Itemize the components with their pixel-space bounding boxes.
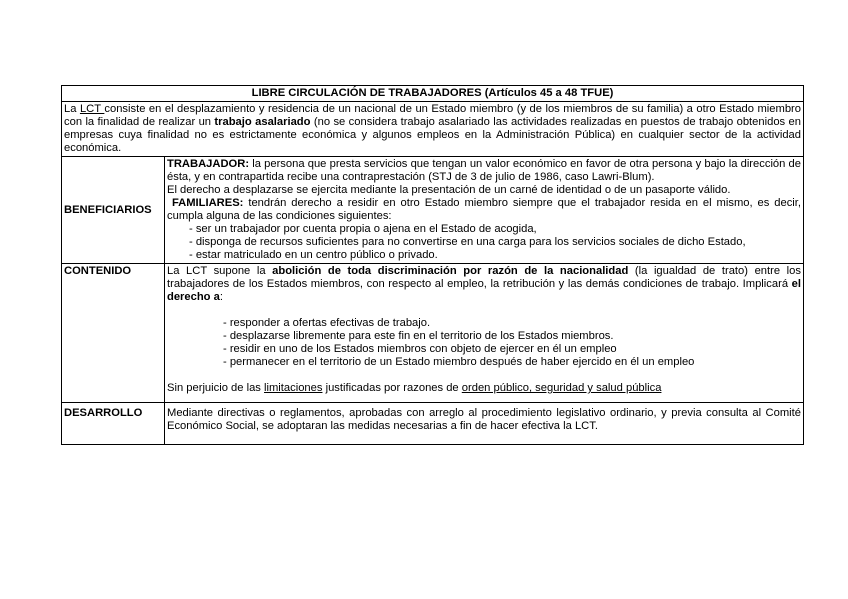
desarrollo-text: Mediante directivas o reglamentos, aprobadas con arreglo al procedimiento legislativo ordinario, y previa consulta al Comité Económico Social, se adoptaran las medidas necesarias a fin de hacer efectiva la LCT.: [167, 407, 801, 432]
right-item: - desplazarse libremente para este fin en el territorio de los Estados miembros.: [223, 330, 614, 342]
intro-text-1: La: [64, 103, 80, 115]
beneficiarios-label: BENEFICIARIOS: [62, 157, 165, 264]
limit-text-1: Sin perjuicio de las: [167, 382, 265, 394]
right-item: - permanecer en el territorio de un Estado miembro después de haber ejercido en él un empleo: [223, 356, 695, 368]
beneficiarios-row: [62, 157, 804, 264]
trabajador-label: TRABAJADOR:: [167, 158, 250, 170]
right-item: - responder a ofertas efectivas de trabajo.: [223, 317, 431, 329]
intro-bold-term: trabajo asalariado: [214, 116, 311, 128]
contenido-paragraph: [167, 265, 801, 304]
contenido-text-2: (la igualdad de trato) entre los trabajadores de los Estados miembros, con respecto al empleo, la retribución y las demás condiciones de trabajo. Implicará: [167, 265, 801, 290]
condition-item: - ser un trabajador por cuenta propia o ajena en el Estado de acogida,: [189, 223, 537, 235]
contenido-content: [165, 264, 804, 403]
intro-text-2: consiste en el desplazamiento y residencia de un nacional de un Estado miembro (y de los miembros de su familia) a otro Estado miembro con la finalidad de realizar un: [64, 103, 801, 128]
document-table: [61, 85, 804, 445]
limitaciones-paragraph: [167, 382, 801, 395]
table-title: LIBRE CIRCULACIÓN DE TRABAJADORES (Artículos 45 a 48 TFUE): [62, 86, 804, 102]
limit-underlined-2: orden público, seguridad y salud pública: [461, 382, 662, 394]
trabajador-text: la persona que presta servicios que tengan un valor económico en favor de otra persona y bajo la dirección de ésta, y en contrapartida recibe una contraprestación (STJ de 3 de julio de 1986, caso Lawri-Blum).: [167, 158, 801, 183]
title-row: [62, 86, 804, 102]
contenido-row: [62, 264, 804, 403]
beneficiarios-content: [165, 157, 804, 264]
right-item: - residir en uno de los Estados miembros con objeto de ejercer en él un empleo: [223, 343, 617, 355]
familiares-paragraph: [167, 197, 801, 223]
familiares-text: tendrán derecho a residir en otro Estado miembro siempre que el trabajador resida en el mismo, es decir, cumpla alguna de las condiciones siguientes:: [167, 197, 801, 222]
desarrollo-label: DESARROLLO: [62, 403, 165, 445]
contenido-text-1: La LCT supone la: [167, 265, 273, 277]
desarrollo-row: [62, 403, 804, 445]
intro-text-3: (no se considera trabajo asalariado las actividades realizadas en puestos de trabajo obtenidos en empresas cuya finalidad no es estrictamente económica y algunos empleos en la Administración Pública) en cualquier sector de la actividad económica.: [64, 116, 801, 154]
desarrollo-content: [165, 403, 804, 445]
condition-item: - estar matriculado en un centro público o privado.: [189, 249, 438, 261]
familiares-label: FAMILIARES:: [171, 197, 244, 209]
intro-row: [62, 102, 804, 157]
trabajador-paragraph: [167, 158, 801, 184]
limit-text-2: justificadas por razones de: [322, 382, 462, 394]
intro-paragraph: [62, 102, 804, 157]
contenido-label: CONTENIDO: [62, 264, 165, 403]
contenido-bold-1: abolición de toda discriminación por razón de la nacionalidad: [272, 265, 629, 277]
intro-lct-term: LCT: [79, 103, 105, 115]
contenido-text-3: :: [219, 291, 223, 303]
limit-underlined-1: limitaciones: [264, 382, 323, 394]
derecho-paragraph: El derecho a desplazarse se ejercita mediante la presentación de un carné de identidad o de un pasaporte válido.: [167, 184, 731, 196]
contenido-bold-2: el derecho a: [167, 278, 801, 303]
condition-item: - disponga de recursos suficientes para no convertirse en una carga para los servicios sociales de dicho Estado,: [189, 236, 746, 248]
